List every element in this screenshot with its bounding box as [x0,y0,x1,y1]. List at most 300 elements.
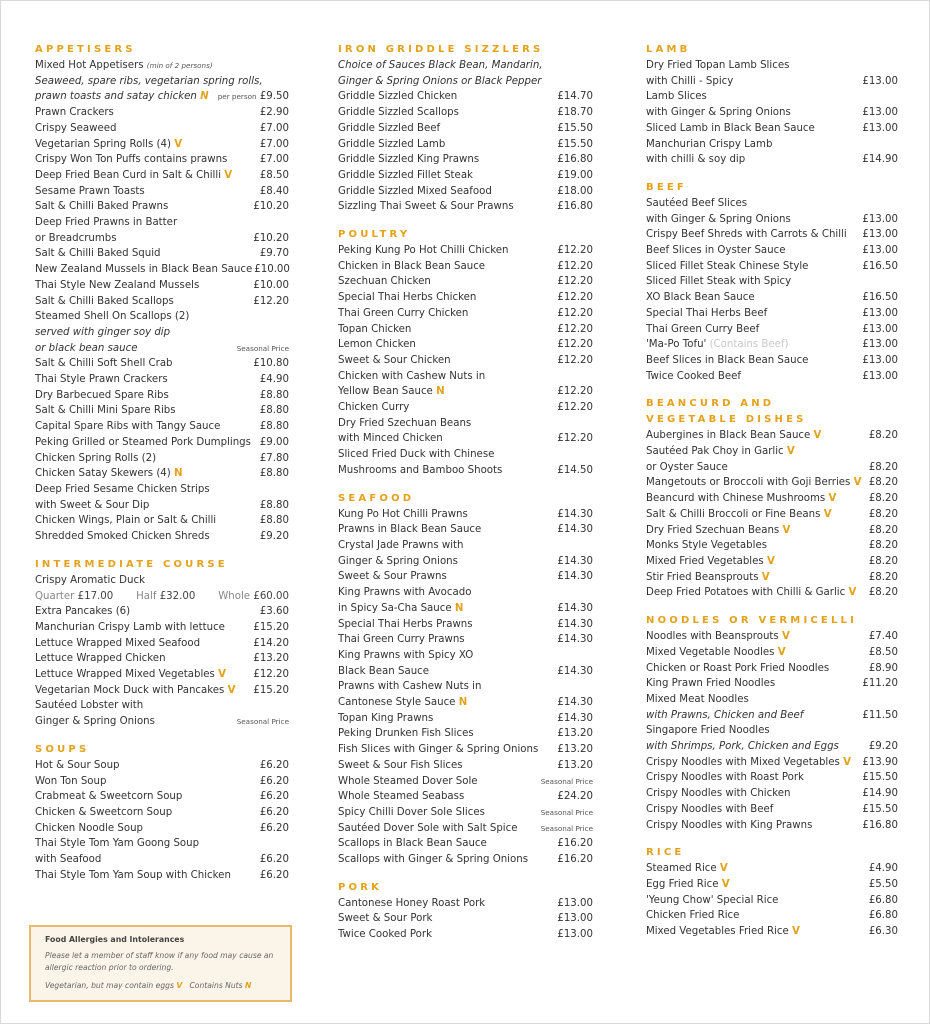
menu-item-price [555,105,593,121]
price-value: £18.00 [557,185,593,197]
item-name-text: Sweet & Sour Pork [338,913,433,925]
menu-item-row [646,570,898,586]
price-value: Seasonal Price [236,343,289,353]
menu-item-name [35,529,210,545]
menu-item-row [35,821,289,837]
menu-item-price [258,168,289,184]
item-name-text: Lemon Chicken [338,339,416,351]
menu-item-name [35,325,170,341]
item-name-text: Sweet & Sour Prawns [338,571,447,583]
menu-item-name [646,723,770,739]
section-title: LAMB [646,44,691,55]
section-title: INTERMEDIATE COURSE [35,558,228,570]
menu-section [646,180,898,384]
menu-item-row [35,89,289,105]
menu-item-row [35,604,289,620]
menu-item-row [646,585,898,601]
item-name-text: with Ginger & Spring Onions [646,213,791,225]
vegetarian-marker: V [218,669,227,681]
menu-item-name [338,664,429,680]
item-name-text: Crystal Jade Prawns with [338,539,464,551]
menu-item-price [555,554,593,570]
menu-item-price [555,353,593,369]
nuts-marker: N [174,468,183,480]
item-name-text: Griddle Sizzled Mixed Seafood [338,185,492,197]
price-value: £24.20 [557,791,593,803]
item-name-text: Seaweed, spare ribs, vegetarian spring rolls, [35,75,263,87]
menu-item-name [646,196,747,212]
menu-item-row [338,58,593,74]
menu-item-name [646,428,821,444]
menu-item-name [35,513,216,529]
price-value: £16.20 [557,854,593,866]
menu-item-name [35,466,183,482]
item-name-text: Chicken & Sweetcorn Soup [35,806,173,818]
item-name-text: Crispy Noodles with Roast Pork [646,772,804,784]
menu-item-price [555,152,593,168]
menu-item-name [338,137,445,153]
item-name-text: Won Ton Soup [35,775,107,787]
price-value: £13.00 [557,913,593,925]
menu-item-price [258,821,289,837]
price-value: £14.90 [862,788,898,800]
menu-item-name [646,924,800,940]
item-name-text: Salt & Chilli Soft Shell Crab [35,358,173,370]
price-value: £13.00 [557,897,593,909]
menu-item-price [860,802,898,818]
price-value: £6.80 [868,910,898,922]
price-value: £6.20 [259,869,289,881]
menu-item-price [555,184,593,200]
item-name-text: served with ginger soy dip [35,326,171,338]
menu-item-name [646,460,728,476]
item-name-text: with Shrimps, Pork, Chicken and Eggs [646,741,839,753]
price-value: £8.20 [868,555,898,567]
item-name-text: Vegetarian Spring Rolls (4) [35,138,171,150]
menu-item-price [860,676,898,692]
item-name-text: Szechuan Chicken [338,276,431,288]
price-value: £8.20 [868,540,898,552]
menu-item-name [646,802,773,818]
item-name-text: Griddle Sizzled Chicken [338,91,458,103]
menu-item-row [338,789,593,805]
menu-item-row [338,322,593,338]
menu-column-2 [338,42,593,955]
item-name-text: Mixed Vegetables Fried Rice [646,926,789,938]
menu-item-price [867,585,898,601]
menu-item-row [338,911,593,927]
menu-item-name [338,74,541,90]
item-name-text: Griddle Sizzled Lamb [338,138,446,150]
menu-item-row [646,924,898,940]
item-name-text: Crispy Noodles with Beef [646,803,774,815]
menu-item-price [258,451,289,467]
item-name-text: XO Black Bean Sauce [646,292,755,304]
menu-item-name [646,645,786,661]
price-value: £13.00 [557,929,593,941]
price-value: £12.20 [253,295,289,307]
item-name-text: Dry Fried Szechuan Beans [646,524,780,536]
item-name-text: Griddle Sizzled Fillet Steak [338,169,473,181]
menu-item-row [646,629,898,645]
menu-item-name [646,861,728,877]
price-value: £6.30 [868,926,898,938]
menu-item-row [338,74,593,90]
price-value: £12.20 [557,402,593,414]
price-value: £8.40 [259,185,289,197]
menu-item-name [338,369,485,385]
item-name-text: Chicken or Roast Pork Fried Noodles [646,662,830,674]
price-value: £8.20 [868,430,898,442]
menu-item-row [35,636,289,652]
menu-item-price [258,403,289,419]
vegetarian-marker: V [174,138,183,150]
menu-item-row [646,322,898,338]
item-name-text: King Prawns with Spicy XO [338,649,474,661]
menu-item-price [258,604,289,620]
menu-item-row [646,227,898,243]
menu-item-price [867,629,898,645]
menu-section [338,42,593,215]
menu-item-price [867,739,898,755]
menu-item-row [338,431,593,447]
item-name-text: Aubergines in Black Bean Sauce [646,430,811,442]
menu-item-price [555,836,593,852]
menu-item-row [338,463,593,479]
menu-item-price [555,290,593,306]
menu-item-name [646,692,749,708]
menu-item-price [555,274,593,290]
portion-option [136,589,195,605]
menu-item-price [860,770,898,786]
menu-item-row [338,836,593,852]
menu-item-name [646,227,847,243]
menu-item-price [251,683,289,699]
menu-item-price [555,199,593,215]
menu-item-name [35,137,182,153]
menu-item-row [338,554,593,570]
menu-item-price [555,259,593,275]
menu-item-name [35,184,145,200]
menu-item-name [35,294,174,310]
price-value: £4.90 [259,374,289,386]
price-value: £13.90 [862,756,898,768]
menu-item-name [646,74,733,90]
menu-item-row [35,573,289,589]
item-name-text: Whole Steamed Dover Sole [338,775,478,787]
vegetarian-marker: V [848,587,857,599]
price-value: £15.50 [862,772,898,784]
item-name-text: Kung Po Hot Chilli Prawns [338,508,468,520]
menu-item-price [258,805,289,821]
menu-item-name [35,758,120,774]
menu-item-row [646,523,898,539]
item-name-text: Lettuce Wrapped Mixed Seafood [35,637,201,649]
item-name-text: Peking Grilled or Steamed Pork Dumplings [35,436,251,448]
menu-item-name [35,868,231,884]
menu-item-price [258,388,289,404]
menu-item-price [555,306,593,322]
menu-item-name [338,852,528,868]
menu-item-name [338,199,514,215]
item-name-text: Prawns with Cashew Nuts in [338,681,482,693]
menu-item-row [35,667,289,683]
menu-item-price [258,121,289,137]
item-name-text: Dry Barbecued Spare Ribs [35,389,169,401]
price-value: £12.20 [557,354,593,366]
vegetarian-marker: V [766,555,775,567]
item-name-text: Beef Slices in Black Bean Sauce [646,354,809,366]
menu-item-price [555,726,593,742]
item-name-text: Deep Fried Prawns in Batter [35,217,178,229]
item-name-text: Sliced Fillet Steak with Spicy [646,276,792,288]
vegetarian-marker: V [719,863,728,875]
menu-item-row [35,466,289,482]
menu-item-row [338,259,593,275]
item-name-text: or black bean sauce [35,342,138,354]
menu-item-row [338,274,593,290]
menu-item-row [338,679,593,695]
menu-item-price [235,341,289,357]
price-value: £16.80 [557,201,593,213]
price-value: £8.20 [868,493,898,505]
item-name-text: New Zealand Mussels in Black Bean Sauce [35,264,253,276]
menu-item-name [35,573,145,589]
veg-key-symbol: V [176,981,183,990]
duck-portion-row [35,589,289,605]
menu-item-name [646,137,772,153]
price-value: £12.20 [557,323,593,335]
menu-item-price [867,523,898,539]
menu-item-name [646,491,836,507]
price-value: £8.50 [259,169,289,181]
price-value: £6.20 [259,791,289,803]
menu-item-name [646,152,745,168]
menu-item-row [35,278,289,294]
item-name-text: Ginger & Spring Onions [35,716,155,728]
section-title: BEEF [646,181,687,193]
price-value: £14.30 [557,712,593,724]
menu-item-row [35,121,289,137]
menu-item-row [35,403,289,419]
menu-item-price [555,695,593,711]
menu-item-name [338,105,459,121]
menu-item-row [646,369,898,385]
menu-item-row [35,683,289,699]
menu-item-name [646,507,832,523]
item-name-text: Lettuce Wrapped Chicken [35,653,166,665]
menu-column-1 [35,42,289,895]
item-name-text: Mixed Vegetable Noodles [646,646,775,658]
price-value: £8.20 [868,571,898,583]
menu-item-name [35,774,106,790]
price-value: £12.20 [557,386,593,398]
menu-item-name [338,601,463,617]
item-name-text: Thai Style Tom Yam Soup with Chicken [35,869,231,881]
menu-item-name [646,554,775,570]
menu-item-row [338,896,593,912]
menu-item-price [867,428,898,444]
menu-item-row [338,121,593,137]
menu-item-name [35,419,220,435]
menu-item-name [646,444,795,460]
item-name-text: Steamed Shell On Scallops (2) [35,311,190,323]
section-title: PORK [338,881,383,893]
menu-item-name [35,620,225,636]
menu-item-row [35,372,289,388]
menu-item-name [338,538,464,554]
price-value: £13.00 [862,339,898,351]
menu-item-price [235,714,289,730]
menu-item-price [555,243,593,259]
allergy-key [45,980,277,992]
menu-item-price [860,290,898,306]
price-value: £8.80 [259,405,289,417]
price-value: £13.20 [253,653,289,665]
item-name-text: with Chilli - Spicy [646,75,734,87]
menu-item-name [646,274,791,290]
menu-item-row [646,89,898,105]
menu-item-name [646,369,741,385]
item-name-text: Beancurd with Chinese Mushrooms [646,493,826,505]
item-name-text: with Prawns, Chicken and Beef [646,709,804,721]
menu-item-row [35,294,289,310]
nuts-key-symbol: N [245,981,252,990]
menu-item-row [646,676,898,692]
price-value: £14.30 [557,665,593,677]
item-name-text: Peking Kung Po Hot Chilli Chicken [338,245,509,257]
menu-item-row [35,137,289,153]
menu-item-price [258,137,289,153]
menu-item-price [555,121,593,137]
price-value: £13.00 [862,213,898,225]
menu-item-row [338,353,593,369]
item-name-text: Topan Chicken [338,323,412,335]
price-value: £14.30 [557,618,593,630]
item-name-text: Thai Style Tom Yam Goong Soup [35,838,200,850]
item-name-text: Manchurian Crispy Lamb [646,138,773,150]
menu-item-row [35,714,289,730]
menu-item-row [35,805,289,821]
portion-label: Quarter [35,590,75,602]
menu-item-row [338,290,593,306]
item-name-text: Cantonese Honey Roast Pork [338,897,486,909]
price-value: £12.20 [557,339,593,351]
nuts-marker: N [454,602,464,614]
menu-item-name [338,306,468,322]
menu-item-row [35,868,289,884]
menu-item-price [251,199,289,215]
menu-item-name [338,290,476,306]
menu-item-name [338,416,471,432]
vegetarian-marker: V [224,169,233,181]
menu-item-name [35,215,177,231]
menu-item-name [35,168,232,184]
item-name-text: Prawns in Black Bean Sauce [338,524,482,536]
item-name-text: Lettuce Wrapped Mixed Vegetables [35,669,215,681]
menu-item-price [867,570,898,586]
menu-item-name [338,836,487,852]
menu-item-row [35,152,289,168]
price-value: £11.50 [862,709,898,721]
item-name-text: Sliced Fried Duck with Chinese [338,449,495,461]
portion-label: Whole [218,590,251,602]
item-name-text: or Breadcrumbs [35,232,117,244]
menu-item-row [338,400,593,416]
item-name-text: with chilli & soy dip [646,154,746,166]
menu-item-name [338,431,443,447]
menu-item-row [646,538,898,554]
menu-item-row [338,306,593,322]
menu-item-row [646,507,898,523]
menu-item-name [338,447,494,463]
menu-item-row [338,852,593,868]
price-value: £12.20 [557,260,593,272]
menu-item-row [35,246,289,262]
menu-item-price [555,137,593,153]
menu-item-price [860,708,898,724]
menu-item-row [646,692,898,708]
item-name-text: Crabmeat & Sweetcorn Soup [35,791,183,803]
menu-section [646,396,898,601]
menu-item-row [646,475,898,491]
menu-item-name [35,403,176,419]
price-value: £15.50 [557,122,593,134]
vegetarian-marker: V [782,631,790,643]
price-value: £7.00 [259,122,289,134]
item-name-text: prawn toasts and satay chicken [35,91,197,103]
item-name-text: Thai Green Curry Prawns [338,634,465,646]
vegetarian-marker: V [786,446,795,458]
menu-item-row [646,739,898,755]
item-name-text: in Spicy Sa-Cha Sauce [338,602,452,614]
menu-item-name [338,648,473,664]
item-name-text: Crispy Noodles with Chicken [646,788,791,800]
menu-item-price [258,435,289,451]
menu-item-row [646,802,898,818]
item-name-text: 'Ma-Po Tofu' [646,339,707,351]
menu-item-row [338,243,593,259]
menu-item-price [555,337,593,353]
price-value: £8.20 [868,508,898,520]
menu-item-price [860,74,898,90]
vegetarian-marker: V [813,430,822,442]
menu-item-name [338,821,518,837]
menu-item-name [35,714,155,730]
menu-item-name [338,322,411,338]
item-name-text: Sesame Prawn Toasts [35,185,145,197]
menu-item-row [646,818,898,834]
price-value: Seasonal Price [540,776,593,786]
menu-item-name [338,243,509,259]
price-value: £4.90 [868,863,898,875]
menu-item-name [646,259,808,275]
menu-item-name [338,184,492,200]
price-value: £8.50 [868,646,898,658]
menu-item-price [867,893,898,909]
menu-item-row [338,447,593,463]
allergy-title: Food Allergies and Intolerances [45,935,185,944]
item-name-text: Twice Cooked Beef [646,370,742,382]
menu-item-name [646,770,804,786]
menu-item-price [258,758,289,774]
menu-item-row [35,482,289,498]
price-value: Seasonal Price [540,807,593,817]
menu-item-name [35,309,189,325]
menu-item-name [646,908,739,924]
menu-item-row [338,821,593,837]
menu-item-name [35,231,117,247]
